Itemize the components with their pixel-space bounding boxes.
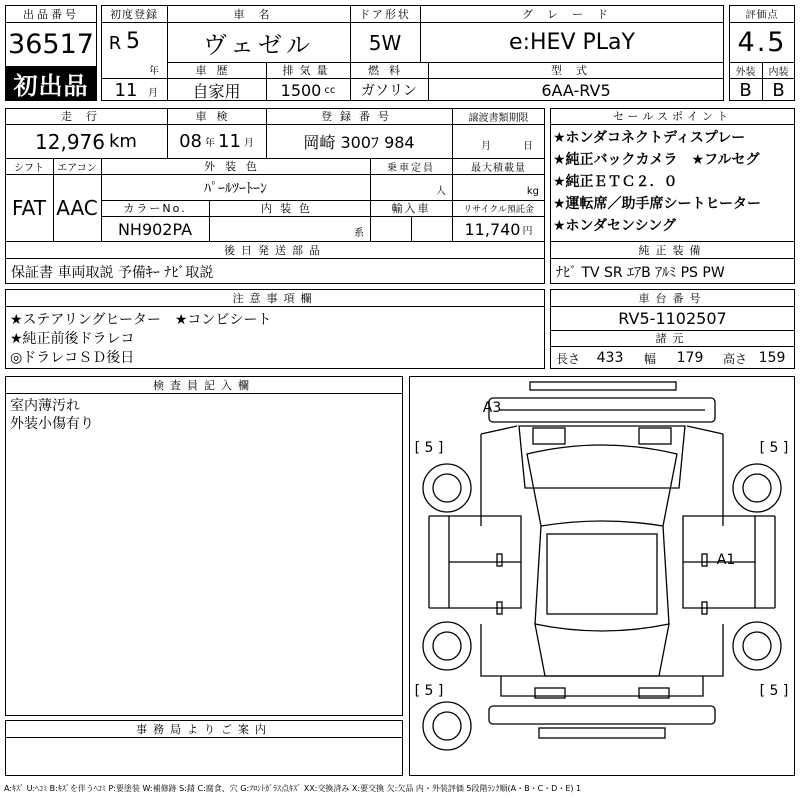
sales-point: ★ホンダセンシング [553, 218, 677, 234]
era: R [108, 32, 122, 54]
transfer-month-unit: 月 [481, 140, 491, 152]
fuel: ガソリン [361, 83, 417, 99]
dim-height-label: 高さ [722, 351, 747, 366]
dims-label: 諸元 [655, 332, 690, 345]
grade-label: グレード [522, 7, 622, 21]
score-label: 評価点 [745, 10, 779, 21]
displacement: 1500 cc [280, 80, 336, 100]
transfer-day-unit: 日 [523, 140, 533, 152]
note-line: ◎ドラレコＳＤ後日 [10, 350, 135, 366]
color-no-label: カラーNo. [123, 202, 187, 215]
car-diagram [409, 376, 795, 776]
score: 4.5 [737, 27, 787, 58]
office-label: 事務局よりご案内 [136, 722, 272, 736]
dim-height: 159 [758, 350, 786, 366]
notes-label: 注意事項欄 [232, 291, 318, 305]
exterior-grade: B [739, 79, 752, 101]
note-line: ★純正前後ドラレコ [10, 331, 135, 347]
sales-point: ★運転席／助手席シートヒーター [553, 196, 761, 212]
later-parts: 保証書 車両取説 予備ｷｰ ﾅﾋﾞ取説 [11, 264, 214, 281]
mileage: 12,976 km [35, 129, 137, 154]
lot-number: 36517 [8, 28, 94, 60]
dim-length: 433 [596, 350, 624, 366]
month-unit: 月 [148, 87, 158, 99]
dim-length-label: 長さ [555, 351, 580, 366]
lot-label: 出品番号 [23, 7, 79, 21]
notes-lines [10, 309, 540, 367]
model: 6AA-RV5 [541, 80, 611, 100]
mark-a3: A3 [482, 400, 502, 416]
fuel-label: 燃料 [368, 64, 410, 77]
import-label: 輸入車 [391, 202, 431, 215]
inspection-date: 08 年 11 月 [179, 131, 254, 152]
interior-grade: B [772, 79, 785, 101]
inspector-lines [10, 395, 400, 435]
history-label: 車歴 [195, 64, 238, 77]
chassis-label: 車台番号 [638, 291, 707, 305]
year-unit: 年 [149, 65, 159, 77]
reg-label: 初度登録 [110, 7, 158, 21]
first-listing-badge: 初出品 [6, 66, 96, 100]
inspector-label: 検査員記入欄 [153, 378, 255, 392]
note-line: ★ステアリングヒーター ★コンビシート [10, 312, 272, 328]
sales-point: ★純正ＥＴＣ２．０ [553, 174, 678, 190]
shift-label: シフト [14, 162, 44, 174]
capacity-unit: 人 [436, 185, 446, 197]
interior-color-unit: 系 [354, 227, 364, 239]
legend: A:ｷｽﾞ U:ﾍｺﾐ B:ｷｽﾞを伴うﾍｺﾐ P:要塗装 W:補修跡 S:錆 C:腐食、穴 G:ﾌﾛﾝﾄｶﾞﾗｽ点ｷｽﾞ XX:交換済み X:要交換 欠:欠品 内・外装評価 5段階ﾗﾝｸ順(A・B・C・D・E) 1 [4, 783, 582, 793]
car-name: ヴェゼル [202, 31, 315, 59]
ac-label: エアコン [57, 162, 97, 174]
sales-label: セールスポイント [612, 110, 732, 123]
capacity-label: 乗車定員 [387, 162, 435, 174]
shift: FAT [11, 196, 46, 220]
dim-width: 179 [676, 350, 704, 366]
plate-label: 登録番号 [321, 110, 397, 123]
later-parts-label: 後日発送部品 [224, 243, 326, 257]
recycle: 11,740 円 [464, 219, 533, 239]
tire-front-left: [ 5 ] [414, 440, 444, 456]
name-label: 車名 [233, 7, 284, 21]
equipment-label: 純正装備 [638, 243, 707, 257]
load-unit: kg [526, 185, 539, 197]
tire-rear-right: [ 5 ] [759, 683, 789, 699]
sales-point: ★ホンダコネクトディスプレー [553, 130, 746, 146]
load-label: 最大積載量 [471, 162, 526, 174]
exterior-color: ﾊﾟｰﾙﾂｰﾄｰﾝ [204, 180, 267, 197]
grade: e:HEV PLaY [509, 30, 635, 55]
sales-point: ★純正バックカメラ ★フルセグ [553, 152, 760, 168]
interior-color-label: 内装色 [261, 202, 318, 215]
plate: 岡崎 300ﾌ 984 [303, 133, 415, 152]
transfer-label: 譲渡書類期限 [468, 112, 529, 124]
color-no: NH902PA [117, 219, 193, 239]
ac: AAC [56, 196, 98, 220]
exterior-label: 外装 [735, 66, 756, 78]
mark-a1: A1 [716, 552, 736, 568]
tire-front-right: [ 5 ] [759, 440, 789, 456]
inspector-line: 外装小傷有り [10, 416, 94, 432]
reg-month: 11 [114, 80, 138, 100]
sales-points [553, 127, 793, 239]
inspection-label: 車検 [195, 110, 238, 123]
equipment: ﾅﾋﾞ TV SR ｴｱB ｱﾙﾐ PS PW [556, 264, 725, 281]
recycle-label: リサイクル預託金 [463, 204, 534, 215]
interior-label: 内装 [768, 66, 789, 78]
doors-label: ドア形状 [359, 7, 411, 21]
chassis-number: RV5-1102507 [618, 309, 727, 328]
color-label: 外装色 [204, 160, 267, 173]
mileage-label: 走行 [61, 110, 111, 123]
inspector-line: 室内薄汚れ [10, 398, 80, 414]
history: 自家用 [192, 81, 241, 101]
displacement-label: 排気量 [282, 64, 334, 77]
dim-width-label: 幅 [643, 351, 656, 366]
doors: 5W [368, 30, 402, 55]
model-label: 型式 [551, 64, 601, 77]
tire-rear-left: [ 5 ] [414, 683, 444, 699]
reg-year: 5 [126, 28, 140, 54]
